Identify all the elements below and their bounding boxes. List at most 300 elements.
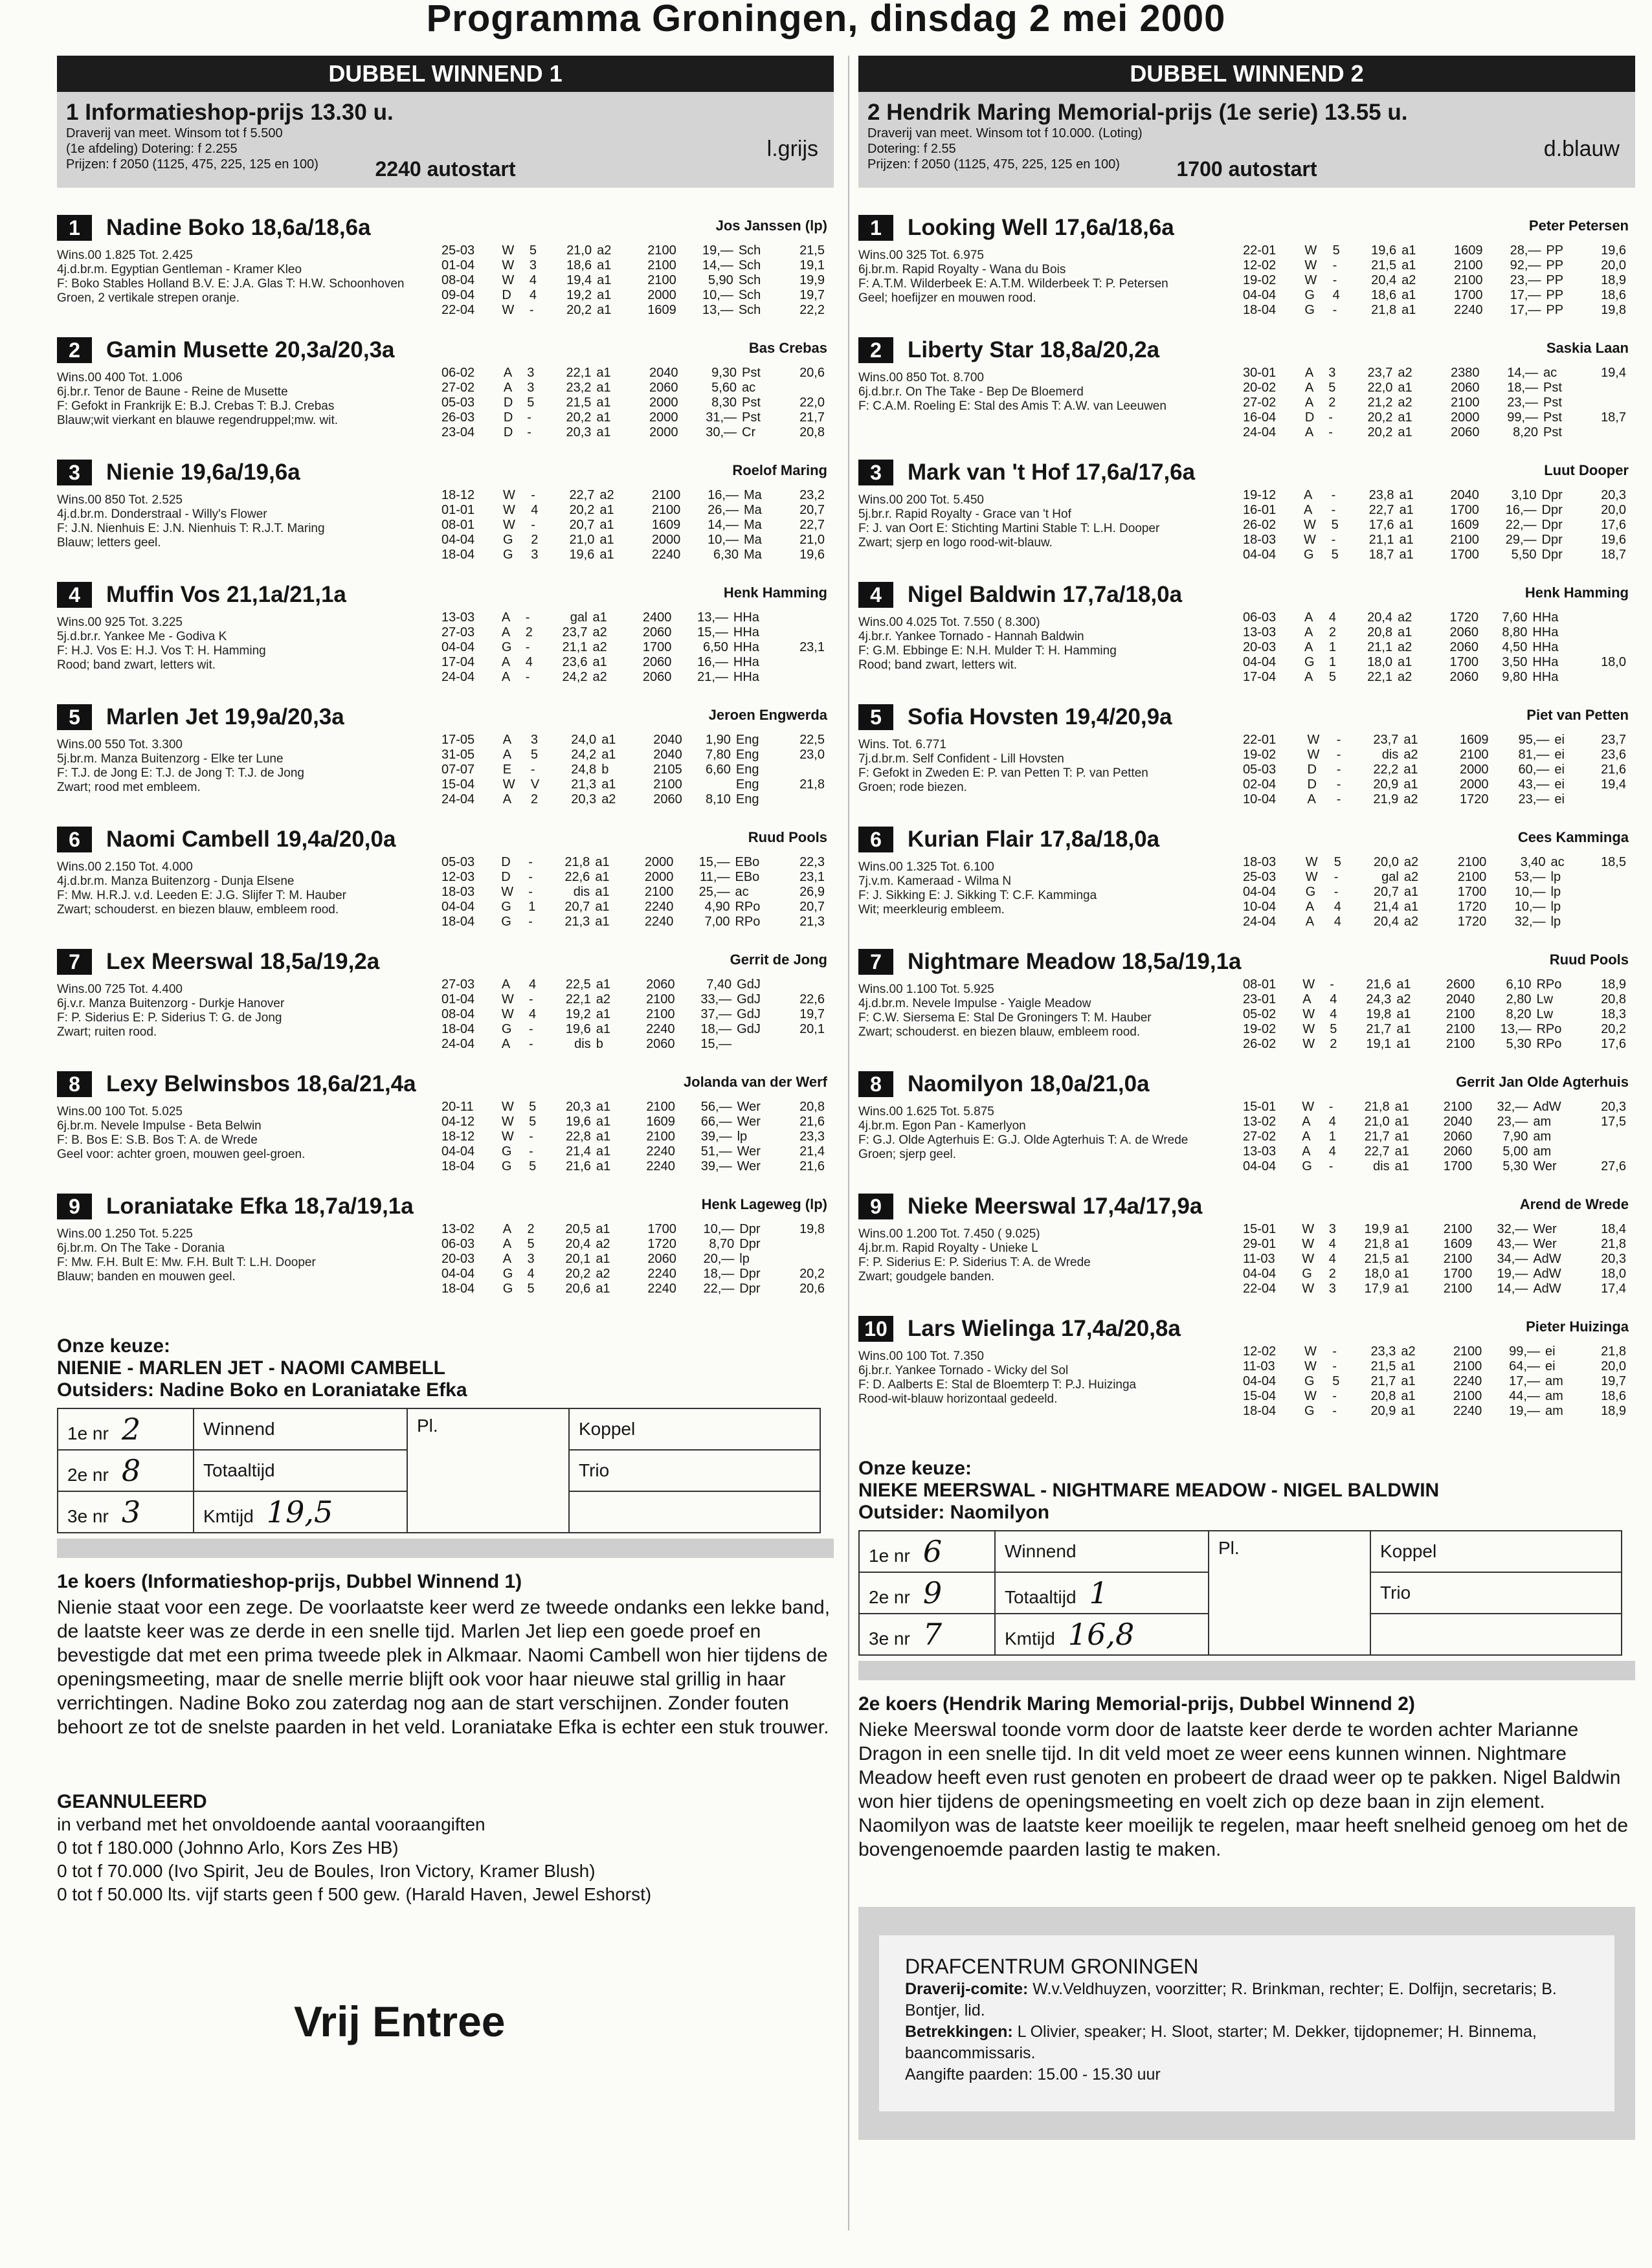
horse-name: Naomilyon 18,0a/21,0a: [908, 1071, 1150, 1096]
performance-cell: 20,7: [799, 900, 825, 914]
horse-header: [858, 1071, 1635, 1102]
performance-cell: 24-04: [1243, 425, 1277, 439]
performance-cell: 19,7: [1601, 1374, 1626, 1388]
performance-row: [1240, 1129, 1629, 1144]
performance-cell: W: [503, 488, 515, 502]
performance-cell: a1: [596, 1222, 610, 1236]
performance-cell: G: [1304, 303, 1315, 317]
performance-cell: [1579, 915, 1629, 929]
performance-cell: 18,7: [1601, 410, 1626, 425]
performance-cell: EBo: [735, 870, 760, 884]
performance-cell: 8,10: [705, 792, 731, 806]
performance-cell: 13-02: [441, 1222, 475, 1236]
performance-cell: AdW: [1533, 1282, 1561, 1296]
performance-cell: 10,—: [1514, 885, 1546, 899]
performance-cell: 23,0: [799, 748, 825, 762]
performance-cell: Dpr: [1541, 548, 1563, 562]
performance-cell: a2: [1401, 1344, 1416, 1359]
horse-info-line: 4j.d.br.m. Donderstraal - Willy's Flower: [57, 507, 267, 521]
performance-cell: 06-03: [1243, 610, 1277, 625]
performance-cell: 2100: [1453, 1344, 1482, 1359]
performance-cell: 20,7: [799, 503, 825, 517]
performance-cell: A: [1305, 915, 1315, 929]
performance-cell: a2: [1396, 992, 1411, 1006]
betting-row: [58, 1408, 820, 1450]
horse-info-line: F: A.T.M. Wilderbeek E: A.T.M. Wilderbeek T: P. Petersen: [858, 277, 1168, 291]
horse-info: [858, 1227, 1234, 1284]
performance-cell: A: [502, 792, 512, 806]
performance-cell: 22,7: [1368, 503, 1394, 517]
performance-cell: -: [528, 885, 533, 899]
horse-info-line: F: J. van Oort E: Stichting Martini Stable T: L.H. Dooper: [858, 522, 1160, 535]
performance-cell: -: [1332, 1389, 1337, 1403]
performance-cell: 13,—: [702, 303, 733, 317]
performance-cell: [685, 777, 733, 792]
performance-row: [1240, 1282, 1629, 1296]
performance-cell: 7,40: [706, 977, 732, 992]
performance-cell: A: [501, 1037, 511, 1051]
performance-cell: 2100: [1446, 1007, 1475, 1021]
horse-performance-table: [1240, 366, 1629, 440]
performance-cell: 16-01: [1243, 503, 1277, 517]
performance-cell: 04-04: [441, 1144, 475, 1159]
horse-info-line: 7j.d.br.m. Self Confident - Lill Hovsten: [858, 752, 1064, 766]
performance-cell: 1609: [647, 303, 676, 317]
horse-info-line: 6j.v.r. Manza Buitenzorg - Durkje Hanover: [57, 997, 285, 1010]
performance-cell: 22,2: [799, 303, 825, 317]
performance-cell: Pst: [742, 366, 761, 380]
performance-cell: 23,6: [562, 655, 588, 669]
performance-cell: G: [501, 900, 511, 914]
horse-name: Marlen Jet 19,9a/20,3a: [106, 704, 344, 729]
race-name: 2 Hendrik Maring Memorial-prijs (1e serie) 13.55 u.: [867, 100, 1408, 125]
performance-cell: 1609: [1459, 733, 1489, 747]
horse-info: [858, 860, 1234, 917]
horse-info-line: Wins.00 2.150 Tot. 4.000: [57, 860, 193, 874]
performance-row: [439, 273, 827, 288]
performance-cell: 17,—: [1510, 303, 1541, 317]
performance-cell: -: [1332, 273, 1337, 287]
horse-name: Nightmare Meadow 18,5a/19,1a: [908, 949, 1242, 974]
performance-row: [439, 733, 827, 748]
performance-cell: 7,80: [705, 748, 731, 762]
performance-cell: a1: [596, 410, 611, 425]
performance-cell: 18,0: [1601, 655, 1626, 669]
performance-cell: 18,0: [1364, 1267, 1390, 1281]
performance-cell: 20-11: [441, 1100, 474, 1114]
performance-cell: HHa: [1532, 625, 1559, 639]
performance-cell: -: [1330, 977, 1334, 992]
performance-cell: 19,4: [1601, 777, 1626, 792]
horse-info-line: F: G.J. Olde Agterhuis E: G.J. Olde Agterhuis T: A. de Wrede: [858, 1133, 1189, 1147]
performance-cell: 5,00: [1502, 1144, 1528, 1159]
performance-cell: 4,50: [1502, 640, 1528, 654]
performance-cell: -: [1334, 870, 1339, 884]
performance-cell: dis: [1373, 1159, 1390, 1173]
performance-cell: am: [1533, 1144, 1552, 1159]
performance-cell: 27-03: [441, 625, 475, 639]
horse-info-line: F: Gefokt in Frankrijk E: B.J. Crebas T: B.J. Crebas: [57, 399, 335, 413]
performance-cell: 22,1: [566, 366, 592, 380]
performance-cell: 22,1: [565, 992, 591, 1006]
performance-cell: 13-03: [441, 610, 475, 625]
performance-cell: 15-04: [1243, 1389, 1277, 1403]
performance-cell: [779, 655, 827, 670]
horse-info-line: F: J.N. Nienhuis E: J.N. Nienhuis T: R.J.T. Maring: [57, 522, 325, 535]
column-divider: [848, 56, 849, 2230]
performance-cell: Sch: [738, 303, 761, 317]
performance-cell: 2100: [1453, 258, 1483, 272]
horse-name: Liberty Star 18,8a/20,2a: [908, 337, 1160, 362]
performance-cell: a1: [1396, 977, 1411, 992]
horse-entry: [57, 949, 834, 1071]
betting-field: [995, 1531, 1209, 1572]
horse-info-line: F: C.W. Siersema E: Stal De Groningers T: M. Hauber: [858, 1011, 1152, 1025]
performance-cell: 2105: [653, 762, 682, 777]
performance-row: [439, 1159, 827, 1174]
performance-row: [439, 503, 827, 518]
performance-cell: 3,40: [1520, 855, 1546, 869]
performance-cell: 2380: [1451, 366, 1480, 380]
horse-info-line: Wins.00 1.825 Tot. 2.425: [57, 249, 193, 262]
performance-cell: W: [1302, 1282, 1315, 1296]
performance-cell: Ma: [743, 548, 762, 562]
performance-row: [1240, 288, 1629, 303]
betting-row: [859, 1531, 1622, 1572]
performance-cell: a1: [595, 885, 610, 899]
horse-info: [57, 249, 432, 306]
performance-cell: 18,7: [1601, 548, 1626, 562]
performance-cell: 13-03: [1243, 625, 1277, 639]
performance-cell: -: [1331, 488, 1336, 502]
performance-cell: ei: [1554, 777, 1565, 792]
handwritten-number: 3: [121, 1495, 141, 1529]
performance-cell: 81,—: [1518, 748, 1550, 762]
performance-cell: Eng: [735, 748, 759, 762]
performance-cell: 2100: [1457, 855, 1487, 869]
performance-cell: HHa: [733, 655, 759, 669]
performance-cell: 18,—: [1507, 381, 1539, 395]
horse-number: 6: [858, 827, 893, 852]
performance-cell: PP: [1546, 288, 1564, 302]
performance-cell: 3: [530, 733, 538, 747]
performance-cell: 2060: [647, 1252, 676, 1266]
performance-cell: 21,3: [564, 915, 590, 929]
performance-cell: -: [1332, 1344, 1337, 1359]
race-bar: DUBBEL WINNEND 2: [858, 56, 1635, 92]
performance-cell: AdW: [1533, 1252, 1561, 1266]
pick-names: NIEKE MEERSWAL - NIGHTMARE MEADOW - NIGEL BALDWIN: [858, 1480, 1440, 1501]
performance-cell: 2060: [1443, 1129, 1473, 1144]
performance-cell: 23,1: [799, 870, 825, 884]
horse-info-line: Groen, 2 vertikale strepen oranje.: [57, 291, 240, 305]
performance-cell: 20,0: [1601, 1359, 1626, 1373]
horse-header: [858, 337, 1635, 368]
pick-label: Onze keuze:: [858, 1458, 972, 1479]
performance-cell: 66,—: [700, 1115, 732, 1129]
field-label: Kmtijd: [1005, 1629, 1055, 1649]
handwritten-number: 6: [922, 1534, 943, 1569]
performance-cell: 64,—: [1509, 1359, 1540, 1373]
performance-cell: 30-01: [1243, 366, 1277, 380]
performance-cell: 20,8: [1601, 992, 1626, 1006]
performance-cell: 21,6: [565, 1159, 591, 1173]
performance-cell: lp: [1550, 885, 1561, 899]
performance-cell: 31-05: [441, 748, 475, 762]
performance-cell: 3: [527, 1252, 535, 1266]
performance-cell: HHa: [733, 640, 759, 654]
horse-name: Lexy Belwinsbos 18,6a/21,4a: [106, 1071, 416, 1096]
horse-info-line: 4j.br.m. Egon Pan - Kamerlyon: [858, 1119, 1026, 1133]
performance-row: [439, 366, 827, 381]
performance-cell: 21,4: [799, 1144, 825, 1159]
performance-cell: G: [503, 533, 513, 547]
performance-cell: 2100: [1450, 533, 1479, 547]
performance-cell: 23-04: [441, 425, 475, 439]
performance-cell: 2240: [646, 1022, 675, 1036]
performance-cell: 26-02: [1243, 1037, 1277, 1051]
performance-cell: A: [1302, 1129, 1311, 1144]
performance-cell: 17,5: [1601, 1115, 1626, 1129]
performance-row: [1240, 1344, 1629, 1359]
performance-cell: gal: [570, 610, 588, 625]
performance-cell: HHa: [1532, 670, 1559, 684]
performance-cell: 19,8: [1366, 1007, 1392, 1021]
performance-cell: 22-04: [1243, 1282, 1277, 1296]
performance-row: [1240, 1100, 1629, 1115]
performance-row: [1240, 518, 1629, 533]
performance-cell: 25-03: [1243, 870, 1277, 884]
horse-trainer: Gerrit de Jong: [730, 951, 827, 968]
performance-cell: [1580, 670, 1629, 685]
performance-cell: -: [529, 303, 534, 317]
performance-cell: 2000: [649, 395, 678, 410]
performance-cell: 2060: [649, 381, 678, 395]
performance-cell: A: [1307, 792, 1316, 806]
performance-cell: 20,4: [565, 1237, 591, 1251]
performance-cell: 22,6: [564, 870, 590, 884]
performance-cell: 20,8: [1370, 1389, 1396, 1403]
performance-cell: 1: [528, 900, 536, 914]
performance-cell: 28,—: [1510, 243, 1541, 258]
performance-cell: 20,8: [799, 425, 825, 439]
performance-cell: 20,7: [564, 900, 590, 914]
performance-cell: a1: [596, 425, 611, 439]
performance-row: [439, 1115, 827, 1129]
performance-cell: -: [528, 855, 533, 869]
performance-cell: 2060: [642, 655, 672, 669]
performance-cell: a1: [1401, 1389, 1416, 1403]
performance-cell: -: [525, 640, 530, 654]
performance-cell: 21,1: [1368, 533, 1394, 547]
horse-info-line: Wins.00 4.025 Tot. 7.550 ( 8.300): [858, 616, 1040, 629]
performance-cell: 2000: [1451, 410, 1480, 425]
performance-cell: 4: [1328, 1115, 1336, 1129]
performance-cell: 22,1: [1367, 670, 1393, 684]
horse-name: Nienie 19,6a/19,6a: [106, 460, 300, 485]
our-pick: [858, 1458, 1635, 1680]
performance-row: [1240, 1404, 1629, 1419]
performance-cell: a1: [1394, 1222, 1409, 1236]
performance-cell: D: [1304, 410, 1315, 425]
performance-cell: 2040: [1446, 992, 1475, 1006]
performance-cell: Dpr: [1541, 488, 1563, 502]
performance-cell: 5,30: [1506, 1037, 1532, 1051]
horse-trainer: Gerrit Jan Olde Agterhuis: [1456, 1074, 1629, 1090]
performance-cell: dis: [1381, 748, 1399, 762]
performance-row: [439, 488, 827, 503]
horse-info-line: F: G.M. Ebbinge E: N.H. Mulder T: H. Hamming: [858, 644, 1117, 658]
performance-cell: 12-03: [441, 870, 475, 884]
performance-cell: 5: [1332, 243, 1340, 258]
performance-cell: ei: [1545, 1359, 1556, 1373]
performance-cell: 2: [531, 533, 539, 547]
performance-cell: a2: [1403, 792, 1418, 806]
betting-extra: Trio: [1370, 1572, 1622, 1614]
performance-cell: 04-04: [1243, 885, 1277, 899]
performance-cell: W: [502, 777, 515, 792]
performance-cell: A: [1302, 1144, 1311, 1159]
horse-performance-table: [1240, 1100, 1629, 1174]
performance-row: [1240, 992, 1629, 1007]
horse-trainer: Henk Lageweg (lp): [701, 1196, 827, 1212]
performance-cell: W: [502, 273, 515, 287]
performance-cell: W: [1302, 977, 1315, 992]
performance-cell: a1: [599, 533, 614, 547]
betting-field: [995, 1614, 1209, 1655]
horse-info-line: Blauw; letters geel.: [57, 536, 161, 550]
performance-cell: 92,—: [1510, 258, 1541, 272]
place-label: 1e nr: [67, 1423, 109, 1443]
performance-cell: 5: [1331, 548, 1339, 562]
horse-trainer: Jolanda van der Werf: [683, 1074, 827, 1090]
performance-cell: 9,30: [711, 366, 737, 380]
performance-row: [439, 992, 827, 1007]
performance-cell: a1: [596, 1022, 610, 1036]
performance-cell: 20,4: [1371, 273, 1397, 287]
horse-name: Nigel Baldwin 17,7a/18,0a: [908, 582, 1183, 607]
performance-row: [1240, 303, 1629, 318]
performance-cell: 20,6: [565, 1282, 591, 1296]
performance-cell: 2060: [1443, 1144, 1473, 1159]
horse-info: [858, 1350, 1234, 1406]
performance-cell: 21,7: [1370, 1374, 1396, 1388]
performance-cell: 22,7: [569, 488, 595, 502]
performance-row: [439, 792, 827, 807]
horse-info-line: Groen; rode biezen.: [858, 781, 967, 794]
performance-cell: 5: [530, 748, 538, 762]
performance-cell: 2060: [653, 792, 682, 806]
horse-performance-table: [1240, 855, 1629, 929]
performance-cell: W: [503, 518, 515, 532]
performance-cell: D: [1307, 762, 1317, 777]
handwritten-number: 2: [121, 1412, 141, 1447]
performance-cell: 5,30: [1502, 1159, 1528, 1173]
performance-cell: W: [1302, 1022, 1315, 1036]
performance-cell: W: [1305, 855, 1318, 869]
performance-cell: a2: [592, 670, 607, 684]
performance-row: [1240, 1007, 1629, 1022]
performance-cell: -: [1336, 777, 1341, 792]
performance-cell: a1: [597, 288, 612, 302]
performance-cell: 21,6: [1366, 977, 1392, 992]
horse-info: [57, 1105, 432, 1162]
handwritten-time: 19,5: [266, 1495, 333, 1529]
performance-cell: 21,5: [799, 243, 825, 258]
performance-cell: 2100: [646, 1007, 675, 1021]
performance-cell: W: [1303, 518, 1316, 532]
horse-list: [57, 215, 834, 1316]
performance-cell: 08-04: [441, 273, 475, 287]
performance-cell: a1: [596, 1159, 611, 1173]
performance-cell: 21,0: [1364, 1115, 1390, 1129]
performance-cell: 20,4: [1373, 915, 1399, 929]
performance-cell: -: [1331, 533, 1336, 547]
performance-cell: 23,1: [799, 640, 825, 654]
horse-info: [858, 738, 1234, 795]
performance-cell: 2060: [1449, 625, 1479, 639]
performance-cell: 15,—: [700, 1037, 732, 1051]
performance-cell: 24,8: [571, 762, 597, 777]
performance-row: [439, 977, 827, 992]
performance-row: [1240, 533, 1629, 548]
horse-header: [57, 582, 834, 613]
performance-row: [1240, 777, 1629, 792]
horse-performance-table: [439, 366, 827, 440]
place-label: 1e nr: [869, 1546, 910, 1566]
performance-cell: 2100: [1457, 870, 1487, 884]
performance-cell: 4: [529, 977, 537, 992]
betting-place: [58, 1408, 194, 1450]
grey-bar: [858, 1661, 1635, 1680]
performance-cell: 19,6: [799, 548, 825, 562]
performance-row: [439, 640, 827, 655]
performance-cell: 21,—: [697, 670, 728, 684]
performance-cell: 5: [1332, 1374, 1340, 1388]
performance-cell: 19-02: [1243, 1022, 1277, 1036]
performance-cell: 5: [527, 1282, 535, 1296]
horse-info-line: Zwart; schouderst. en biezen blauw, embleem rood.: [57, 903, 339, 917]
horse-number: 5: [858, 704, 893, 730]
performance-cell: [779, 977, 827, 992]
performance-cell: G: [502, 1282, 513, 1296]
analysis-title: 2e koers (Hendrik Maring Memorial-prijs, Dubbel Winnend 2): [858, 1693, 1415, 1715]
performance-cell: 21,6: [1601, 762, 1626, 777]
performance-cell: 18-04: [441, 915, 475, 929]
performance-cell: 2100: [653, 777, 682, 792]
performance-cell: Dpr: [739, 1267, 761, 1281]
performance-cell: 19,—: [1497, 1267, 1528, 1281]
horse-info: [57, 371, 432, 428]
performance-row: [1240, 1159, 1629, 1174]
performance-cell: 04-04: [1243, 1374, 1277, 1388]
performance-cell: ei: [1554, 762, 1565, 777]
performance-cell: -: [529, 1129, 533, 1144]
performance-cell: a1: [1394, 1237, 1409, 1251]
race-conditions: Draverij van meet. Winsom tot f 5.500: [66, 126, 283, 140]
performance-cell: 22,7: [799, 518, 825, 532]
horse-entry: [57, 827, 834, 949]
horse-header: [858, 582, 1635, 613]
performance-cell: W: [1302, 1100, 1315, 1114]
performance-cell: 18,9: [1601, 977, 1626, 992]
performance-cell: 5: [1334, 855, 1341, 869]
performance-cell: 20,2: [1367, 425, 1393, 439]
betting-place: [859, 1614, 995, 1655]
performance-cell: A: [502, 733, 512, 747]
horse-info-line: 4j.d.br.m. Nevele Impulse - Yaigle Meadow: [858, 997, 1091, 1010]
performance-cell: W: [502, 258, 515, 272]
